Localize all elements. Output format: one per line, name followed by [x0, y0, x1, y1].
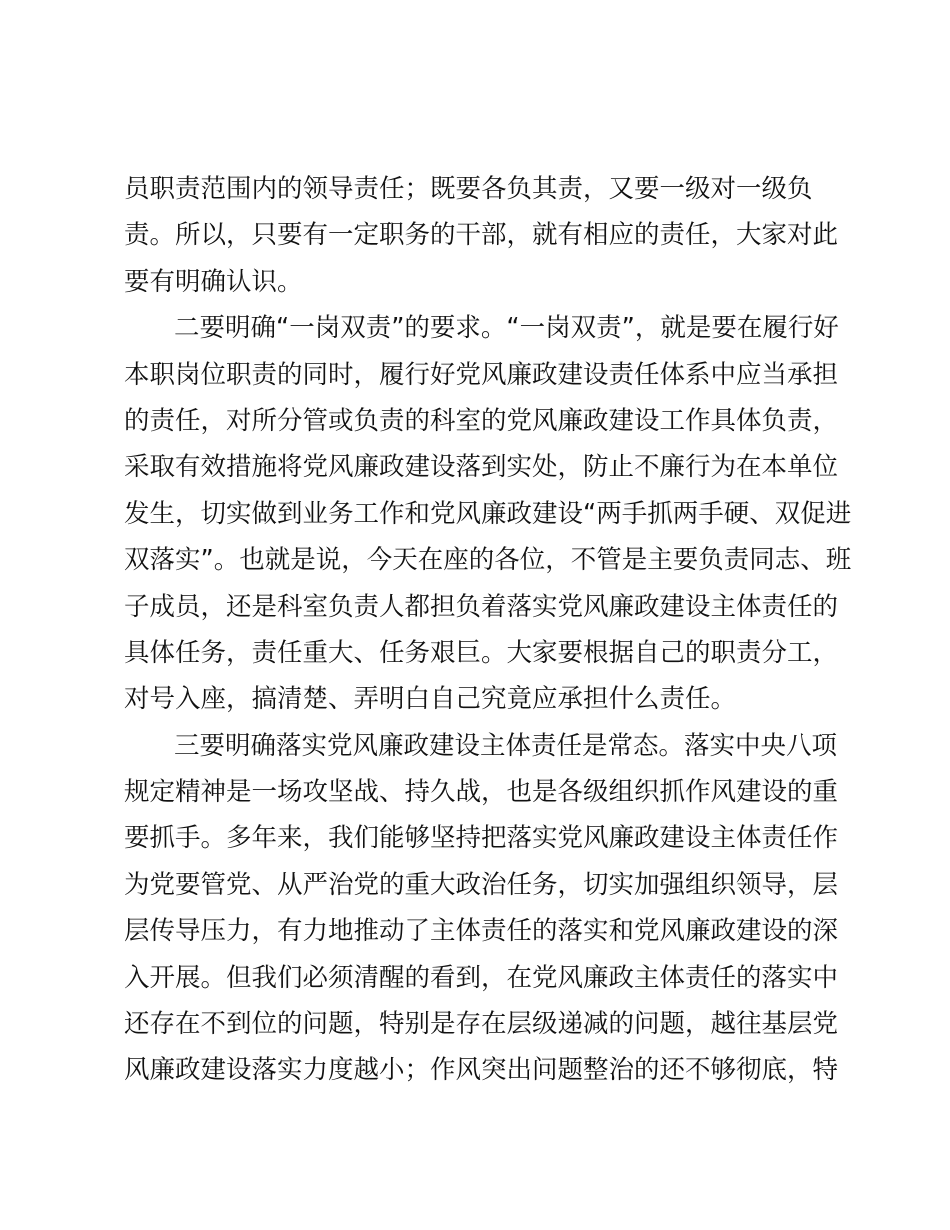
text-line: 发生，切实做到业务工作和党风廉政建设“两手抓两手硬、双促进 [124, 498, 852, 529]
text-line: 规定精神是一场攻坚战、持久战，也是各级组织抓作风建设的重 [124, 777, 839, 808]
text-line: 对号入座，搞清楚、弄明白自己究竟应承担什么责任。 [124, 684, 737, 715]
text-line: 责。所以，只要有一定职务的干部，就有相应的责任，大家对此 [124, 220, 839, 251]
text-line: 子成员，还是科室负责人都担负着落实党风廉政建设主体责任的 [124, 591, 839, 622]
text-line: 的责任，对所分管或负责的科室的党风廉政建设工作具体负责， [124, 405, 839, 436]
text-line: 采取有效措施将党风廉政建设落到实处，防止不廉行为在本单位 [124, 452, 839, 483]
document-body [124, 166, 852, 1094]
text-line: 风廉政建设落实力度越小；作风突出问题整治的还不够彻底，特 [124, 1055, 839, 1086]
text-line: 层传导压力，有力地推动了主体责任的落实和党风廉政建设的深 [124, 916, 839, 947]
text-line: 双落实”。也就是说，今天在座的各位，不管是主要负责同志、班 [124, 545, 852, 576]
text-line: 为党要管党、从严治党的重大政治任务，切实加强组织领导，层 [124, 869, 839, 900]
paragraph-start-line: 二要明确“一岗双责”的要求。“一岗双责”，就是要在履行好 [174, 313, 839, 344]
text-line: 入开展。但我们必须清醒的看到，在党风廉政主体责任的落实中 [124, 962, 839, 993]
text-line: 还存在不到位的问题，特别是存在层级递减的问题，越往基层党 [124, 1009, 839, 1040]
text-line: 要有明确认识。 [124, 266, 303, 297]
paragraph-start-line: 三要明确落实党风廉政建设主体责任是常态。落实中央八项 [174, 730, 838, 761]
text-line: 本职岗位职责的同时，履行好党风廉政建设责任体系中应当承担 [124, 359, 839, 390]
text-line: 员职责范围内的领导责任；既要各负其责，又要一级对一级负 [124, 174, 813, 204]
text-line: 要抓手。多年来，我们能够坚持把落实党风廉政建设主体责任作 [124, 823, 839, 854]
text-line: 具体任务，责任重大、任务艰巨。大家要根据自己的职责分工， [124, 637, 839, 668]
